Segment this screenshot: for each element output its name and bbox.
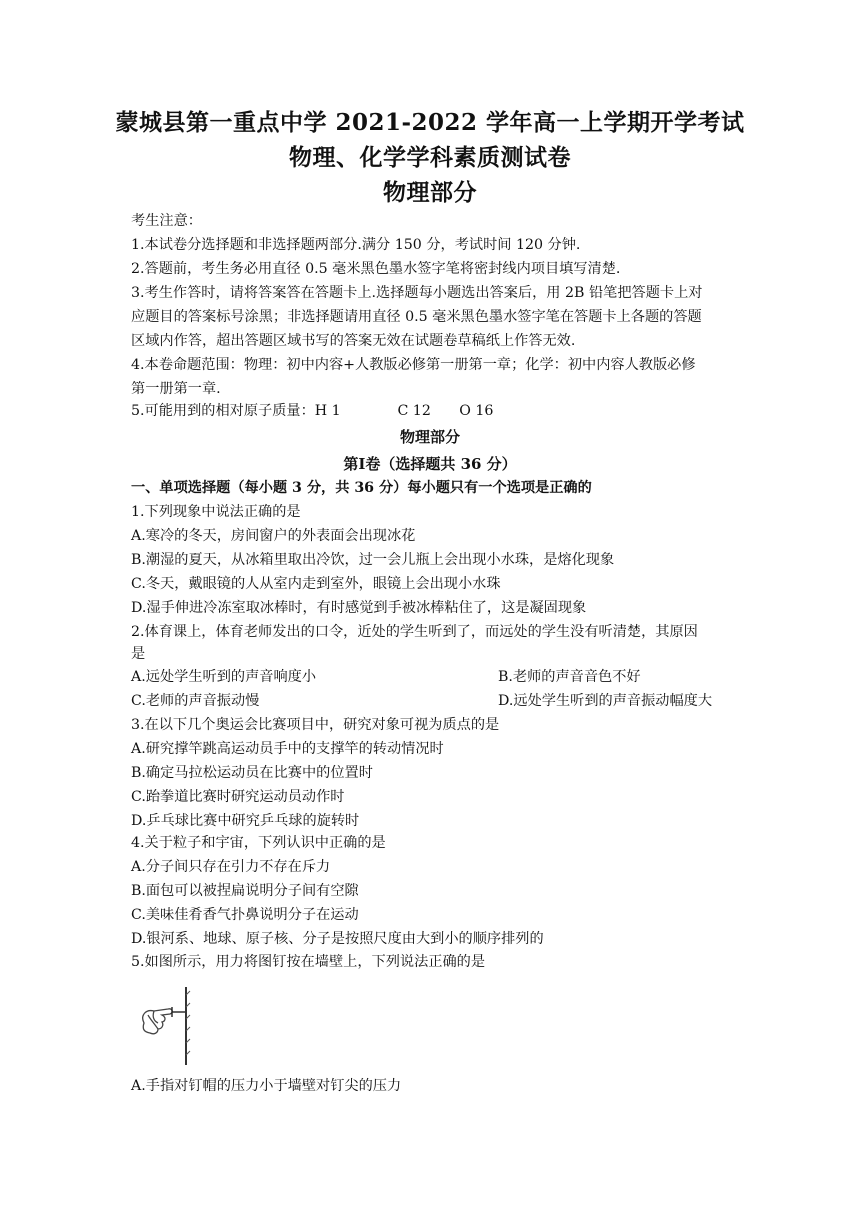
- thumbtack-on-wall-figure: [132, 985, 192, 1067]
- question-stem: 1.下列现象中说法正确的是: [131, 504, 301, 520]
- question-option: B.老师的声音音色不好: [498, 669, 641, 685]
- question-option: C.跆拳道比赛时研究运动员动作时: [131, 789, 345, 805]
- question-option: B.潮湿的夏天，从冰箱里取出冷饮，过一会儿瓶上会出现小水珠，是熔化现象: [131, 552, 615, 568]
- exam-title: 蒙城县第一重点中学 2021-2022 学年高一上学期开学考试: [115, 109, 745, 136]
- question-option: B.面包可以被捏扁说明分子间有空隙: [131, 883, 359, 899]
- question-option: D.乒乓球比赛中研究乒乓球的旋转时: [131, 813, 360, 829]
- question-stem-continued: 是: [131, 646, 146, 662]
- notice-item: 5.可能用到的相对原子质量：H 1 C 12 O 16: [131, 403, 494, 419]
- notice-item: 2.答题前，考生务必用直径 0.5 毫米黑色墨水签字笔将密封线内项目填写清楚.: [131, 261, 621, 277]
- part-title: 物理部分: [399, 428, 460, 446]
- notice-item: 应题目的答案标号涂黑；非选择题请用直径 0.5 毫米黑色墨水签字笔在答题卡上各题的答题: [131, 309, 702, 325]
- question-option: A.分子间只存在引力不存在斥力: [131, 859, 331, 875]
- question-stem: 3.在以下几个奥运会比赛项目中，研究对象可视为质点的是: [131, 717, 500, 733]
- notice-item: 区域内作答，超出答题区域书写的答案无效在试题卷草稿纸上作答无效.: [131, 333, 576, 349]
- exam-subtitle: 物理、化学学科素质测试卷: [289, 144, 571, 171]
- thumbtack-icon: [172, 1007, 185, 1017]
- question-option: A.手指对钉帽的压力小于墙壁对钉尖的压力: [131, 1078, 402, 1094]
- question-option: B.确定马拉松运动员在比赛中的位置时: [131, 765, 373, 781]
- question-option: C.美味佳肴香气扑鼻说明分子在运动: [131, 907, 359, 923]
- question-stem: 4.关于粒子和宇宙，下列认识中正确的是: [131, 835, 386, 851]
- section-heading: 物理部分: [383, 179, 477, 206]
- notice-item: 第一册第一章.: [131, 381, 221, 397]
- question-option: A.寒冷的冬天，房间窗户的外表面会出现冰花: [131, 528, 416, 544]
- question-option: A.研究撑竿跳高运动员手中的支撑竿的转动情况时: [131, 741, 444, 757]
- question-stem: 5.如图所示，用力将图钉按在墙壁上，下列说法正确的是: [131, 954, 486, 970]
- question-stem: 2.体育课上，体育老师发出的口令，近处的学生听到了，而远处的学生没有听清楚，其原因: [131, 624, 698, 640]
- question-option: A.远处学生听到的声音响度小: [131, 669, 317, 685]
- section-instruction: 一、单项选择题（每小题 3 分，共 36 分）每小题只有一个选项是正确的: [131, 480, 592, 496]
- question-option: D.远处学生听到的声音振动幅度大: [498, 693, 713, 709]
- notice-heading: 考生注意：: [131, 213, 202, 229]
- notice-item: 4.本卷命题范围：物理：初中内容+人教版必修第一册第一章；化学：初中内容人教版必修: [131, 357, 696, 373]
- question-option: C.老师的声音振动慢: [131, 693, 260, 709]
- notice-item: 3.考生作答时，请将答案答在答题卡上.选择题每小题选出答案后，用 2B 铅笔把答题卡上对: [131, 285, 703, 301]
- hand-icon: [143, 1009, 172, 1034]
- question-option: C.冬天，戴眼镜的人从室内走到室外，眼镜上会出现小水珠: [131, 576, 501, 592]
- notice-item: 1.本试卷分选择题和非选择题两部分.满分 150 分，考试时间 120 分钟.: [131, 237, 581, 253]
- question-option: D.银河系、地球、原子核、分子是按照尺度由大到小的顺序排列的: [131, 931, 544, 947]
- volume-title: 第Ⅰ卷（选择题共 36 分）: [343, 455, 517, 473]
- question-option: D.湿手伸进冷冻室取冰棒时，有时感觉到手被冰棒粘住了，这是凝固现象: [131, 600, 587, 616]
